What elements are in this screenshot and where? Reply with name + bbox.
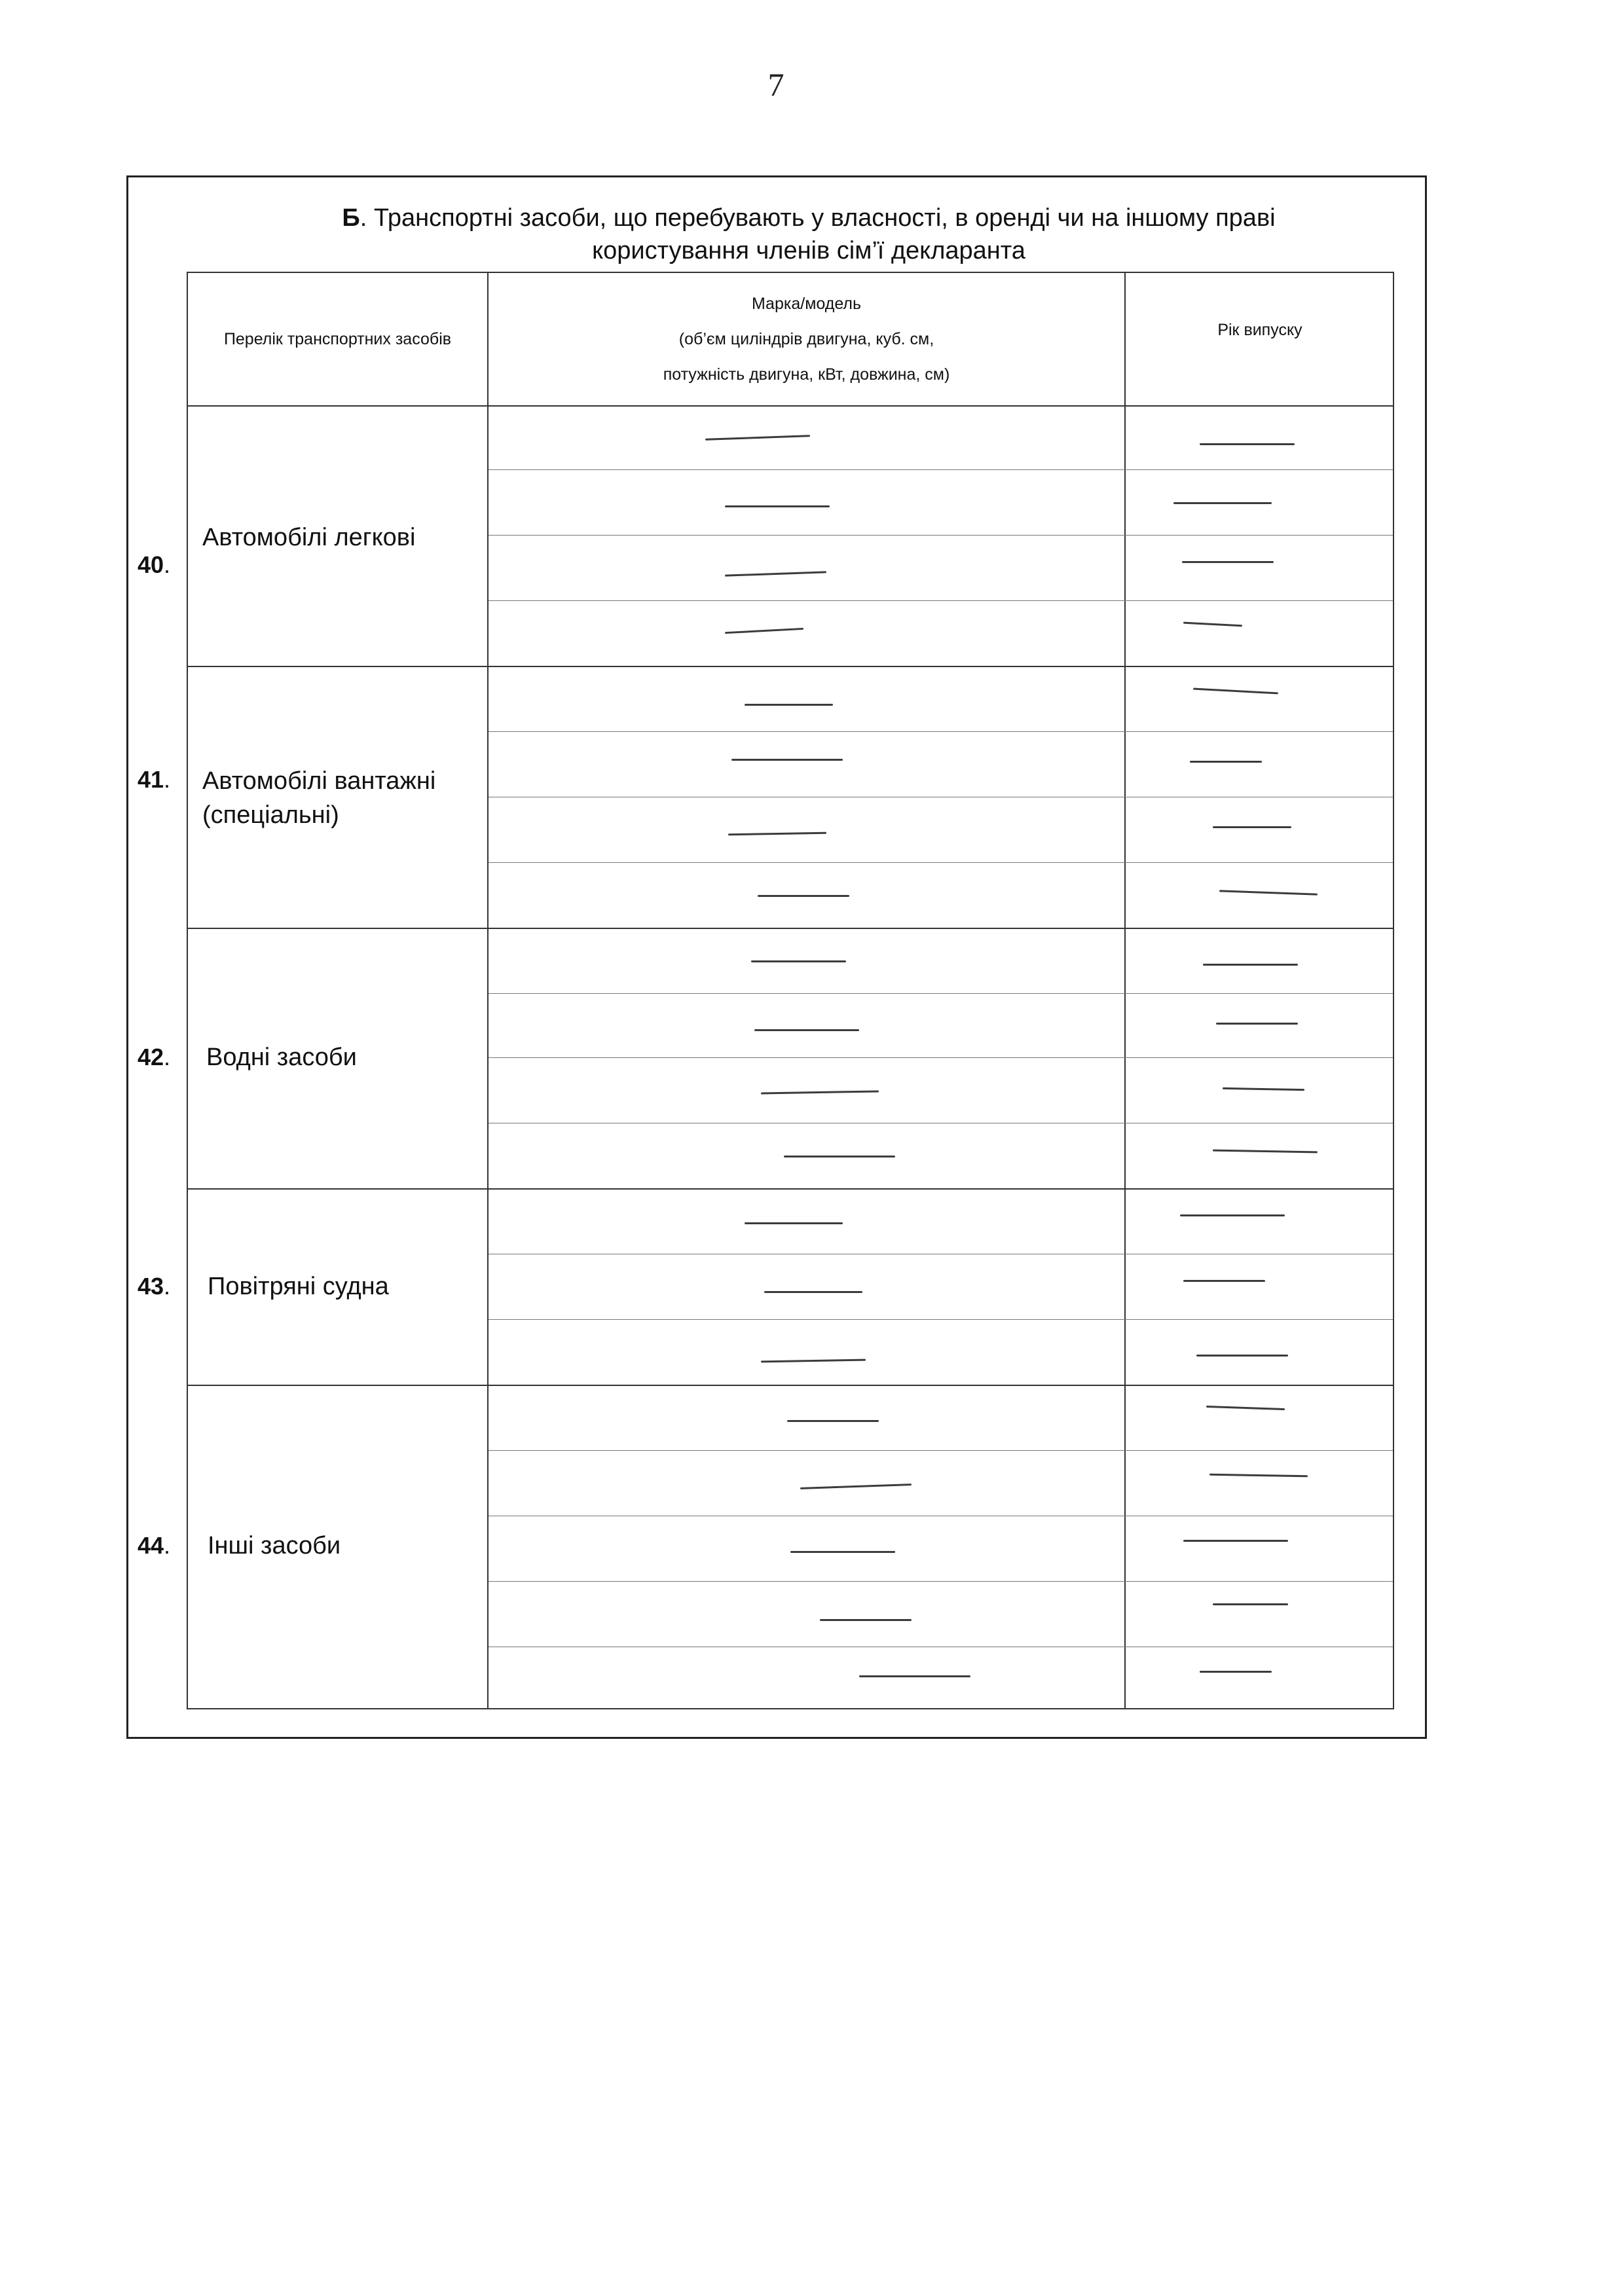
handwritten-dash <box>1200 1671 1272 1673</box>
row-line <box>489 731 1393 732</box>
handwritten-dash <box>1216 1023 1298 1025</box>
row-line <box>489 600 1393 601</box>
handwritten-dash <box>728 832 826 836</box>
column-divider-2 <box>1124 273 1126 1708</box>
header-vehicle-list: Перелік транспортних засобів <box>223 330 452 348</box>
row-line <box>489 1319 1393 1320</box>
group-number-42: 42. <box>138 1044 171 1070</box>
group-label-passenger-cars: Автомобілі легкові <box>202 524 416 551</box>
handwritten-dash <box>764 1291 862 1293</box>
handwritten-dash <box>1183 1280 1265 1282</box>
handwritten-dash <box>1203 964 1298 966</box>
handwritten-dash <box>1193 688 1278 695</box>
group-divider-41-42 <box>188 928 1393 929</box>
handwritten-dash <box>754 1029 859 1031</box>
handwritten-dash <box>761 1090 879 1094</box>
group-divider-42-43 <box>188 1188 1393 1190</box>
row-line <box>489 469 1393 470</box>
handwritten-dash <box>1196 1355 1288 1357</box>
handwritten-dash <box>745 704 833 706</box>
handwritten-dash <box>820 1619 912 1621</box>
handwritten-dash <box>731 759 843 761</box>
header-make-model: Марка/модель (об’єм циліндрів двигуна, куб. см, потужність двигуна, кВт, довжина, см) <box>663 295 950 384</box>
handwritten-dash <box>1180 1214 1285 1216</box>
handwritten-dash <box>725 505 830 507</box>
handwritten-dash <box>1213 826 1291 828</box>
row-line <box>489 862 1393 863</box>
section-title-line1 <box>187 202 1431 234</box>
group-divider-40-41 <box>188 666 1393 667</box>
handwritten-dash <box>758 895 849 897</box>
row-line <box>489 1581 1393 1582</box>
section-title <box>187 202 1431 267</box>
column-divider-1 <box>487 273 489 1708</box>
group-divider-43-44 <box>188 1385 1393 1386</box>
group-number-44: 44. <box>138 1532 171 1559</box>
handwritten-dash <box>1213 1603 1288 1605</box>
section-title-text: . Транспортні засоби, що перебувають у власності, в оренді чи на іншому праві <box>360 204 1276 232</box>
handwritten-dash <box>1223 1087 1304 1091</box>
handwritten-dash <box>1213 1150 1318 1154</box>
row-line <box>489 993 1393 994</box>
handwritten-dash <box>725 628 803 634</box>
handwritten-dash <box>1183 622 1242 627</box>
handwritten-dash <box>859 1675 970 1677</box>
section-title-line2: користування членів сім’ї декларанта <box>592 237 1025 264</box>
group-label-trucks: Автомобілі вантажні (спеціальні) <box>202 767 436 829</box>
handwritten-dash <box>1206 1406 1285 1410</box>
handwritten-dash <box>1200 443 1295 445</box>
handwritten-dash <box>725 571 826 576</box>
section-letter: Б <box>342 204 360 232</box>
row-line <box>489 1450 1393 1451</box>
header-year: Рік випуску <box>1217 321 1302 339</box>
handwritten-dash <box>1219 890 1318 895</box>
group-label-water-vehicles: Водні засоби <box>206 1044 357 1071</box>
handwritten-dash <box>787 1420 879 1422</box>
page-number: 7 <box>767 66 784 103</box>
handwritten-dash <box>745 1222 843 1224</box>
handwritten-dash <box>800 1484 912 1489</box>
handwritten-dash <box>761 1359 866 1363</box>
handwritten-dash <box>1182 561 1274 563</box>
vehicles-table <box>187 272 1394 1709</box>
row-line <box>489 535 1393 536</box>
handwritten-dash <box>751 960 846 962</box>
group-label-aircraft: Повітряні судна <box>208 1273 389 1300</box>
row-line <box>489 1057 1393 1058</box>
handwritten-dash <box>1190 761 1262 763</box>
handwritten-dash <box>1173 502 1272 504</box>
handwritten-dash <box>790 1551 895 1553</box>
group-number-40: 40. <box>138 551 171 578</box>
handwritten-dash <box>705 435 810 441</box>
handwritten-dash <box>784 1156 895 1157</box>
header-bottom-line <box>188 405 1393 407</box>
group-number-41: 41. <box>138 766 171 793</box>
handwritten-dash <box>1209 1474 1308 1478</box>
group-number-43: 43. <box>138 1273 171 1300</box>
handwritten-dash <box>1183 1540 1288 1542</box>
group-label-other-vehicles: Інші засоби <box>208 1532 341 1559</box>
